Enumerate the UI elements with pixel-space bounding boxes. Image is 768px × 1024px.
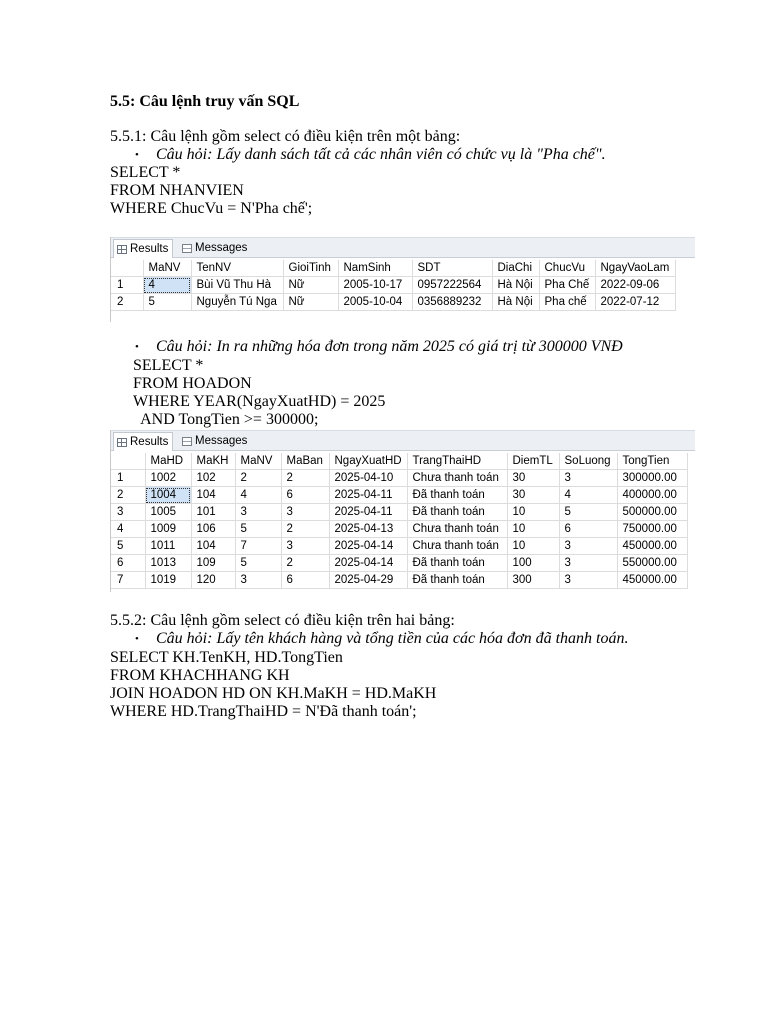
table-cell[interactable]: 120: [191, 572, 235, 589]
table-cell[interactable]: 30: [507, 487, 559, 504]
column-header[interactable]: NgayVaoLam: [595, 260, 675, 277]
table-cell[interactable]: 3: [281, 538, 329, 555]
table-cell[interactable]: 2: [281, 521, 329, 538]
table-cell[interactable]: 2022-09-06: [595, 277, 675, 294]
table-cell[interactable]: 3: [559, 555, 617, 572]
table-cell[interactable]: 2005-10-17: [338, 277, 412, 294]
table-cell[interactable]: 6: [281, 572, 329, 589]
table-cell[interactable]: 2: [281, 470, 329, 487]
table-cell[interactable]: 4: [143, 277, 191, 294]
results-grid-nhanvien: [110, 237, 695, 322]
row-number-cell[interactable]: 1: [111, 277, 143, 294]
table-cell[interactable]: Bùi Vũ Thu Hà: [191, 277, 283, 294]
table-cell[interactable]: 0957222564: [412, 277, 492, 294]
row-number-cell[interactable]: 2: [111, 294, 143, 311]
table-cell[interactable]: 1019: [145, 572, 191, 589]
table-cell[interactable]: 500000.00: [617, 504, 687, 521]
column-header[interactable]: TenNV: [191, 260, 283, 277]
sql-line: JOIN HOADON HD ON KH.MaKH = HD.MaKH: [110, 685, 437, 702]
bullet-icon: •: [135, 341, 139, 353]
table-cell[interactable]: 100: [507, 555, 559, 572]
sql-line: SELECT *: [133, 357, 204, 374]
table-cell[interactable]: 4: [235, 487, 281, 504]
row-number-cell[interactable]: 4: [111, 521, 145, 538]
table-row[interactable]: [111, 277, 675, 294]
column-header[interactable]: SDT: [412, 260, 492, 277]
table-cell[interactable]: Chưa thanh toán: [407, 470, 507, 487]
table-cell[interactable]: Hà Nội: [492, 277, 539, 294]
table-cell[interactable]: 1002: [145, 470, 191, 487]
column-header[interactable]: NgayXuatHD: [329, 453, 407, 470]
section-title: 5.5: Câu lệnh truy vấn SQL: [110, 93, 300, 110]
table-cell[interactable]: 4: [559, 487, 617, 504]
row-number-header[interactable]: [111, 453, 145, 470]
table-cell[interactable]: 2025-04-11: [329, 487, 407, 504]
row-number-cell[interactable]: 1: [111, 470, 145, 487]
table-cell[interactable]: 1013: [145, 555, 191, 572]
question-2: Câu hỏi: In ra những hóa đơn trong năm 2025 có giá trị từ 300000 VNĐ: [156, 338, 623, 355]
table-cell[interactable]: Chưa thanh toán: [407, 521, 507, 538]
results-tabbar: [111, 237, 695, 258]
table-cell[interactable]: Đã thanh toán: [407, 572, 507, 589]
table-row[interactable]: [111, 572, 687, 589]
column-header[interactable]: MaNV: [143, 260, 191, 277]
table-cell[interactable]: 3: [559, 470, 617, 487]
table-cell[interactable]: 1009: [145, 521, 191, 538]
sql-line: WHERE YEAR(NgayXuatHD) = 2025: [133, 393, 386, 410]
question-3: Câu hỏi: Lấy tên khách hàng và tổng tiền của các hóa đơn đã thanh toán.: [156, 630, 629, 647]
sql-line: WHERE ChucVu = N'Pha chế';: [110, 200, 313, 217]
table-cell[interactable]: 5: [235, 521, 281, 538]
row-number-cell[interactable]: 6: [111, 555, 145, 572]
table-cell[interactable]: Đã thanh toán: [407, 487, 507, 504]
table-cell[interactable]: 6: [559, 521, 617, 538]
column-header[interactable]: GioiTinh: [283, 260, 338, 277]
sql-line: SELECT *: [110, 164, 181, 181]
table-row[interactable]: [111, 555, 687, 572]
table-row[interactable]: [111, 504, 687, 521]
table-cell[interactable]: Nguyễn Tú Nga: [191, 294, 283, 311]
table-cell[interactable]: 2025-04-10: [329, 470, 407, 487]
table-cell[interactable]: 1004: [145, 487, 191, 504]
column-header[interactable]: TongTien: [617, 453, 687, 470]
table-row[interactable]: [111, 538, 687, 555]
table-cell[interactable]: 2: [235, 470, 281, 487]
table-cell[interactable]: 400000.00: [617, 487, 687, 504]
table-cell[interactable]: 3: [281, 504, 329, 521]
results-table: [111, 260, 676, 311]
table-row[interactable]: [111, 470, 687, 487]
table-cell[interactable]: 5: [143, 294, 191, 311]
table-cell[interactable]: 5: [235, 555, 281, 572]
grid-icon: [117, 245, 127, 254]
results-tabbar: [111, 430, 695, 451]
sql-line: FROM HOADON: [133, 375, 252, 392]
sql-line: FROM NHANVIEN: [110, 182, 244, 199]
table-cell[interactable]: 104: [191, 538, 235, 555]
row-number-cell[interactable]: 2: [111, 487, 145, 504]
column-header[interactable]: MaNV: [235, 453, 281, 470]
bullet-icon: •: [135, 149, 139, 161]
table-cell[interactable]: 5: [559, 504, 617, 521]
row-number-cell[interactable]: 3: [111, 504, 145, 521]
column-header[interactable]: MaHD: [145, 453, 191, 470]
table-cell[interactable]: Đã thanh toán: [407, 555, 507, 572]
table-row[interactable]: [111, 487, 687, 504]
tab-messages[interactable]: Messages: [179, 433, 251, 449]
column-header[interactable]: TrangThaiHD: [407, 453, 507, 470]
table-cell[interactable]: 2005-10-04: [338, 294, 412, 311]
tab-results[interactable]: Results: [113, 432, 173, 451]
table-cell[interactable]: 3: [559, 572, 617, 589]
table-cell[interactable]: 0356889232: [412, 294, 492, 311]
table-cell[interactable]: 2022-07-12: [595, 294, 675, 311]
row-number-cell[interactable]: 5: [111, 538, 145, 555]
table-cell[interactable]: 101: [191, 504, 235, 521]
table-cell[interactable]: Chưa thanh toán: [407, 538, 507, 555]
messages-icon: [182, 437, 192, 446]
table-cell[interactable]: 2025-04-29: [329, 572, 407, 589]
table-cell[interactable]: 3: [559, 538, 617, 555]
table-cell[interactable]: 2: [281, 555, 329, 572]
column-header[interactable]: DiemTL: [507, 453, 559, 470]
table-cell[interactable]: 2025-04-11: [329, 504, 407, 521]
table-cell[interactable]: 10: [507, 521, 559, 538]
table-cell[interactable]: 550000.00: [617, 555, 687, 572]
table-cell[interactable]: 104: [191, 487, 235, 504]
grid-icon: [117, 438, 127, 447]
table-cell[interactable]: Nữ: [283, 294, 338, 311]
subsection-heading-551: 5.5.1: Câu lệnh gồm select có điều kiện trên một bảng:: [110, 128, 461, 145]
table-cell[interactable]: 10: [507, 538, 559, 555]
table-row[interactable]: [111, 294, 675, 311]
tab-results[interactable]: Results: [113, 239, 173, 258]
results-grid-hoadon: [110, 430, 695, 592]
sql-line: WHERE HD.TrangThaiHD = N'Đã thanh toán';: [110, 703, 417, 720]
column-header[interactable]: MaBan: [281, 453, 329, 470]
sql-line: SELECT KH.TenKH, HD.TongTien: [110, 649, 343, 666]
row-number-cell[interactable]: 7: [111, 572, 145, 589]
table-cell[interactable]: 102: [191, 470, 235, 487]
table-cell[interactable]: 2025-04-14: [329, 555, 407, 572]
tab-messages[interactable]: Messages: [179, 240, 251, 256]
table-cell[interactable]: 450000.00: [617, 572, 687, 589]
question-1: Câu hỏi: Lấy danh sách tất cả các nhân viên có chức vụ là "Pha chế".: [156, 146, 606, 163]
table-row[interactable]: [111, 521, 687, 538]
table-cell[interactable]: 7: [235, 538, 281, 555]
table-cell[interactable]: 106: [191, 521, 235, 538]
column-header[interactable]: DiaChi: [492, 260, 539, 277]
table-cell[interactable]: 300: [507, 572, 559, 589]
results-table: [111, 453, 688, 589]
table-cell[interactable]: 3: [235, 572, 281, 589]
sql-line: AND TongTien >= 300000;: [133, 411, 319, 428]
table-cell[interactable]: 750000.00: [617, 521, 687, 538]
column-header[interactable]: SoLuong: [559, 453, 617, 470]
table-cell[interactable]: Hà Nội: [492, 294, 539, 311]
table-cell[interactable]: 6: [281, 487, 329, 504]
table-cell[interactable]: 2025-04-13: [329, 521, 407, 538]
column-header[interactable]: ChucVu: [539, 260, 595, 277]
table-cell[interactable]: 109: [191, 555, 235, 572]
subsection-heading-552: 5.5.2: Câu lệnh gồm select có điều kiện trên hai bảng:: [110, 612, 455, 629]
table-cell[interactable]: Nữ: [283, 277, 338, 294]
table-cell[interactable]: Pha chế: [539, 294, 595, 311]
table-cell[interactable]: 2025-04-14: [329, 538, 407, 555]
sql-line: FROM KHACHHANG KH: [110, 667, 290, 684]
table-cell[interactable]: 30: [507, 470, 559, 487]
table-cell[interactable]: 10: [507, 504, 559, 521]
column-header[interactable]: NamSinh: [338, 260, 412, 277]
column-header[interactable]: MaKH: [191, 453, 235, 470]
table-cell[interactable]: 1011: [145, 538, 191, 555]
table-cell[interactable]: 450000.00: [617, 538, 687, 555]
table-cell[interactable]: 300000.00: [617, 470, 687, 487]
table-cell[interactable]: Đã thanh toán: [407, 504, 507, 521]
table-cell[interactable]: 3: [235, 504, 281, 521]
table-cell[interactable]: Pha Chế: [539, 277, 595, 294]
table-cell[interactable]: 1005: [145, 504, 191, 521]
row-number-header[interactable]: [111, 260, 143, 277]
messages-icon: [182, 244, 192, 253]
bullet-icon: •: [135, 633, 139, 645]
